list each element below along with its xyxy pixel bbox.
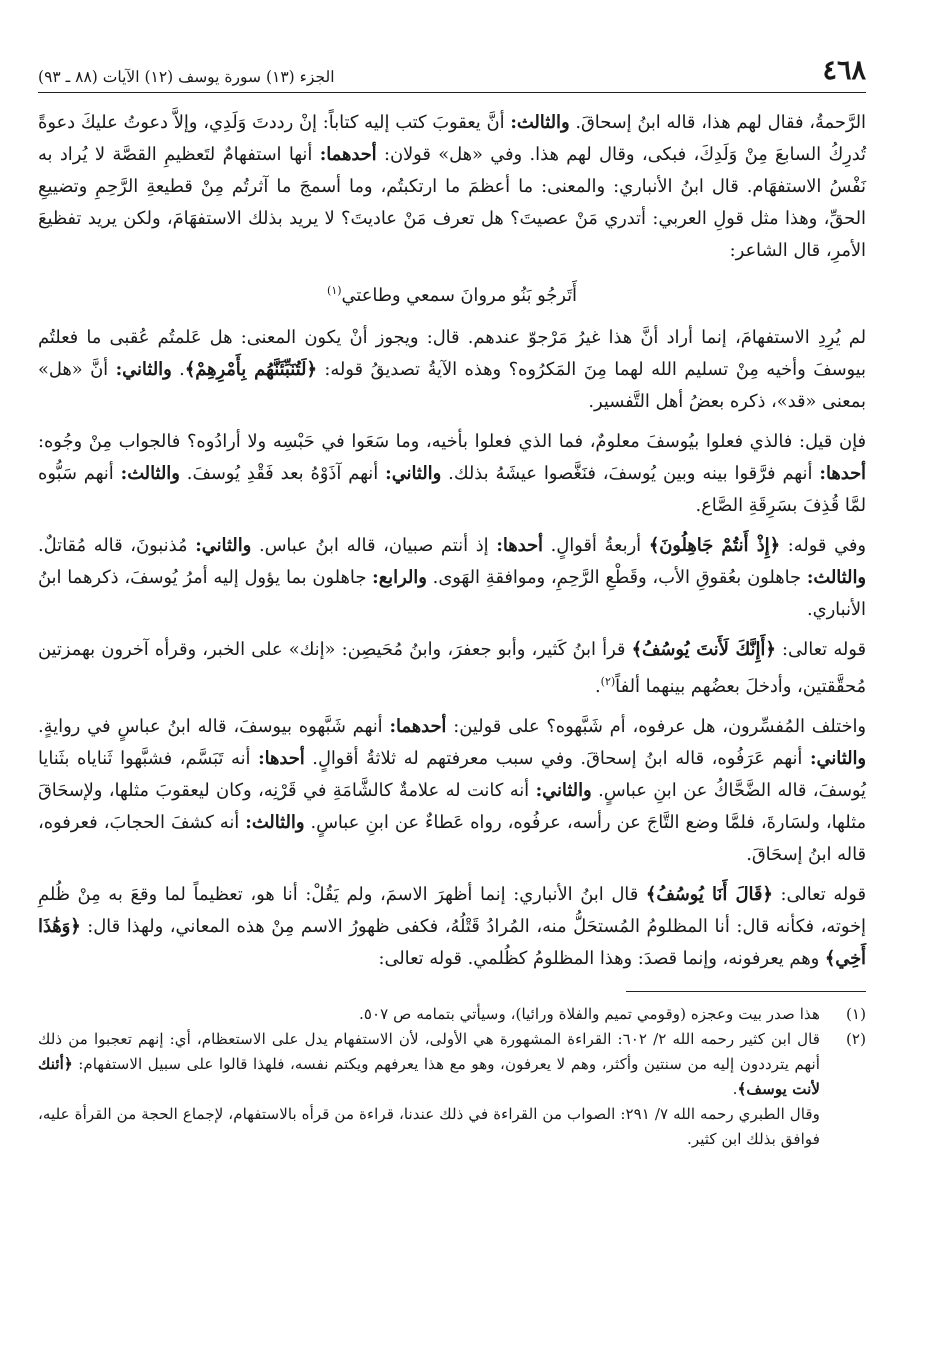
paragraph-2 [38,322,866,418]
keyword: أحدها: [496,534,543,556]
text-run: أنهم شَبَّهوه بيوسفَ، قاله ابنُ عباسٍ في روايةٍ. [38,715,390,737]
main-text [38,107,866,975]
book-page [38,52,866,1347]
footnote-divider [626,991,866,992]
paragraph-5 [38,634,866,703]
quran-quote: ﴿وَهَٰذَا أَخِي﴾ [38,915,866,969]
text-run: أنهم عَرَفُوه، قاله ابنُ إسحاقَ. وفي سبب معرفتهم له ثلاثةُ أقوالٍ. [304,747,810,769]
footnote-text: هذا صدر بيت وعجزه (وقومي تميم والفلاة ورائيا)، وسيأتي بتمامه ص ٥٠٧. [359,1004,820,1023]
keyword: أحدها: [258,747,305,769]
keyword: والثاني: [115,358,172,380]
footnote-number: (٢) [845,1029,866,1048]
quran-quote: ﴿قَالَ أَنَا يُوسُفُ﴾ [645,883,773,905]
quran-quote: ﴿أَإِنَّكَ لَأَنتَ يُوسُفُ﴾ [631,638,776,660]
text-run: أنه كانت له علامةٌ كالشَّامَةِ في قَرْنِه، وكان ليعقوبَ مثلها، ولإسحَاقَ مثلها، ولسَارةَ، فلمَّا وضع التَّاجَ عن رأسه، عرفُوه، رواه عَطاءٌ عن ابنِ عباسٍ. [38,779,866,833]
keyword: والثالث: [120,462,180,484]
text-run: وفي قوله: [780,534,866,556]
text-run: . [171,358,185,380]
text-run: وقال الطبري رحمه الله ٧/ ٢٩١: الصواب من القراءة في ذلك عندنا، قراءة من قرأه بالاستفهام، لإجماع الحجة من القرأة عليه، فوافق بذلك ابن كثير. [38,1104,820,1148]
text-run: إذ أنتم صبيان، قاله ابنُ عباس. [251,534,497,556]
text-run: قوله تعالى: [775,638,866,660]
text-run: أنها استفهامٌ لتَعظيمِ القصَّة لا يُراد به نَفْسُ الاستفهَام. قال ابنُ الأنباري: والمعنى: ما أعظمَ ما ارتكبتُم، وما أسمجَ ما آثرتُم مِنْ قطيعةِ الرَّحِمِ وتضييعِ الحقِّ، وهذا مثل قولِ العربي: أتدري مَنْ عصيتَ؟ هل تعرف مَنْ عاديتَ؟ لا يريد بذلك الاستفهَامَ، ولكن يريد تفظيعَ الأمرِ، قال الشاعر: [38,144,866,261]
text-run: قرأ ابنُ كَثير، وأبو جعفرَ، وابنُ مُحَيصِن: «إنك» على الخبر، وقرأه آخرون بهمزتين مُحقَّقتين، وأدخلَ بعضُهم بينهما ألفاً [38,638,866,697]
text-run: قوله تعالى: [772,883,866,905]
footnote-ref[interactable]: (٢) [600,674,616,688]
text-run: أنه تَبَسَّم، فشبَّهوا ثَناياه بثَنايا يُوسفَ، قاله الضَّحَّاكُ عن ابنِ عباسٍ. [38,747,866,801]
paragraph-7 [38,879,866,975]
keyword: والثالث: [245,811,305,833]
text-run: أنَّ «هل» بمعنى «قد»، ذكره بعضُ أهل التَّفسير. [38,358,866,412]
paragraph-3 [38,426,866,522]
text-run: الرَّحمةُ، فقال لهم هذا، قاله ابنُ إسحاقَ. [569,112,866,133]
text-run: أنهم سَبُّوه لمَّا قُذِفَ بسَرِقَةِ الصَّاع. [38,462,866,516]
text-run: أربعةُ أقوالٍ. [542,534,649,556]
text-run: . [732,1079,738,1098]
keyword: والثالث: [510,112,570,133]
running-title: الجزء (١٣) سورة يوسف (١٢) الآيات (٨٨ ـ ٩٣) [38,68,335,86]
text-run: قال ابنُ الأنباري: إنما أظهرَ الاسمَ، ولم يَقُلْ: أنا هو، تعظيماً لما وقعَ به مِنْ ظُلمِ إخوته، فكأنه قال: أنا المظلومُ المُستحَلُّ منه، المُرادُ قَتْلُهُ، فكفى ظهورُ الاسم مِنْ هذه المعاني، ولهذا قال: [38,883,866,937]
keyword: أحدهما: [389,715,447,737]
text-run: وهم يعرفونه، وإنما قصدَ: وهذا المظلومُ كظُلمي. قوله تعالى: [378,947,825,969]
paragraph-1 [38,107,866,267]
keyword: والرابع: [372,566,427,588]
keyword: والثاني: [195,534,252,556]
keyword: والثالث: [806,566,866,588]
text-run: مُذنبونَ، قاله مُقاتلٌ. [38,534,196,556]
keyword: أحدها: [819,462,866,484]
text-run: جاهلون بعُقوقِ الأب، وقَطْعِ الرَّحِمِ، وموافقةِ الهَوى. [426,566,807,588]
text-run: جاهلون بما يؤول إليه أمرُ يُوسفَ، ذكرهما ابنُ الأنباري. [38,566,866,620]
keyword: أحدهما: [319,144,377,165]
keyword: والثاني: [809,747,867,769]
verse-text: أَتَرجُو بَنُو مروانَ سمعي وطاعتي [341,284,577,306]
footnote-number: (١) [845,1004,866,1023]
paragraph-4 [38,530,866,626]
footnote-2 [38,1027,866,1152]
paragraph-6 [38,711,866,871]
text-run: أنَّ يعقوبَ كتب إليه كتاباً: إنْ رددتَ وَلَدِي، وإلاَّ دعوتُ عليكَ دعوةً تُدرِكُ السابعَ مِنْ وَلَدِكَ، فبكى، وقال لهم هذا. وفي «هل» قولان: [38,112,866,165]
quran-quote: ﴿أئنك لأنت يوسف﴾ [38,1054,820,1098]
footnote-ref[interactable]: (١) [327,284,342,297]
text-run: أنه كشفَ الحجابَ، فعرفوه، قاله ابنُ إسحَاقَ. [38,811,866,865]
page-number: ٤٦٨ [822,55,866,86]
page-header [38,52,866,93]
text-run: واختلف المُفسِّرون، هل عرفوه، أم شَبَّهوه؟ على قولين: [446,715,866,737]
text-run: أنهم فرَّقوا بينه وبين يُوسفَ، فنَغَّصوا عيشَهُ بذلك. [441,462,820,484]
keyword: والثاني: [535,779,592,801]
text-run: . [594,675,601,697]
footnote-text [38,1027,820,1152]
text-run: أنهم آذَوْهُ بعد فَقْدِ يُوسفَ. [179,462,386,484]
text-run: لم يُرِدِ الاستفهامَ، إنما أراد أنَّ هذا غيرُ مَرْجوّ عندهم. قال: ويجوز أنْ يكون المعنى: هل عَلمتُم عُقبى ما فعلتُم بيوسفَ وأخيه مِنْ تسليم الله لهما مِنَ المَكرُوه؟ وهذه الآيةُ تصديقُ قوله: [38,326,867,380]
text-run: قال ابن كثير رحمه الله ٢/ ٦٠٢: القراءة المشهورة هي الأولى، لأن الاستفهام يدل على الاستعظام، أي: إنهم تعجبوا من ذلك أنهم يترددون إليه من سنتين وأكثر، وهم لا يعرفون، وهو مع هذا يعرفهم ويكتم نفسه، فلهذا قالوا على سبيل الاستفهام: [38,1029,820,1073]
footnote-1 [38,1002,866,1027]
poetry-verse [38,275,866,312]
text-run: فإن قيل: فالذي فعلوا بيُوسفَ معلومٌ، فما الذي فعلوا بأخيه، وما سَعَوا في حَبْسِه ولا أرادُوه؟ فالجواب مِنْ وجُوه: [38,430,866,452]
quran-quote: ﴿لَتُنَبِّئَنَّهُم بِأَمْرِهِمْ﴾ [184,358,317,380]
keyword: والثاني: [385,462,442,484]
footnotes [38,1002,866,1152]
quran-quote: ﴿إِذْ أَنتُمْ جَاهِلُونَ﴾ [648,534,781,556]
